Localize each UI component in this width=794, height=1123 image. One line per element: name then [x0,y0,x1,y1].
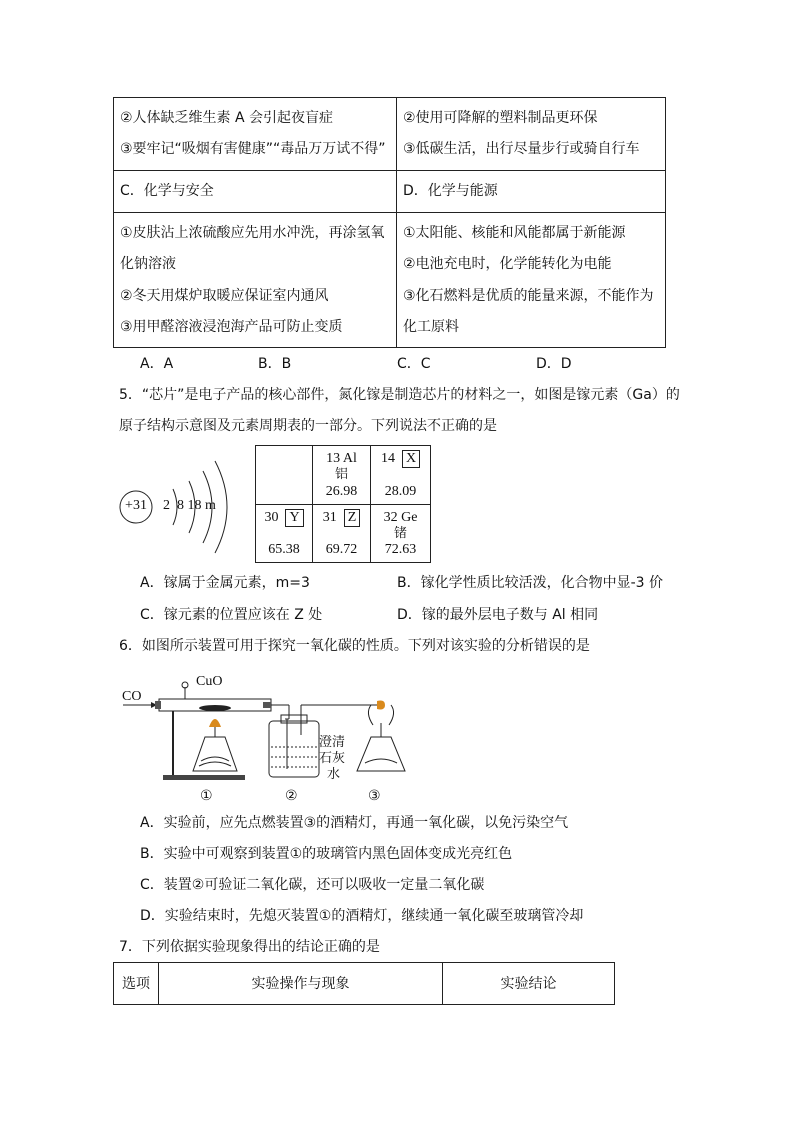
pt-z-cell-top [313,509,370,527]
q7-header-operation: 实验操作与现象 [251,976,350,992]
limewater-label [319,735,345,783]
pt-y-mass: 65.38 [268,542,300,557]
cuo-label: CuO [196,674,223,689]
q4-b-item-3: ③要牢记“吸烟有害健康”“毒品万万试不得” [120,141,386,157]
pt-al-name: 铝 [334,467,348,482]
q5-option-b[interactable]: B．镓化学性质比较活泼，化合物中显-3 价 [397,575,664,591]
q7-stem: 7．下列依据实验现象得出的结论正确的是 [119,939,380,955]
atom-shell-electrons: 2 8 18 m [163,498,216,513]
apparatus-label-1: ① [200,788,213,804]
q5-option-c[interactable]: C．镓元素的位置应该在 Z 处 [140,607,323,623]
pt-x-symbol-box: X [402,450,420,468]
q4-option-d[interactable]: D．D [536,356,572,372]
pt-ge-name: 锗 [393,526,407,541]
pt-y-num: 30 [264,510,279,525]
pt-z-symbol-box: Z [344,509,361,527]
apparatus-drawing [115,665,415,805]
pt-z-num: 31 [322,510,337,525]
pt-x-mass: 28.09 [384,484,417,499]
q4-d-item-3b: 化工原料 [403,319,459,335]
q4-c-heading: C．化学与安全 [120,183,214,199]
limewater-label-line1: 澄清 [319,735,346,750]
apparatus-label-3: ③ [368,788,381,804]
q7-header-option: 选项 [122,976,150,992]
pt-y-symbol-box: Y [285,509,303,527]
pt-y-cell-top [256,509,312,527]
q4-c-item-2: ②冬天用煤炉取暖应保证室内通风 [120,288,329,304]
pt-x-cell-top [371,450,430,468]
pt-al-mass: 26.98 [325,484,358,499]
q5-stem-line2: 原子结构示意图及元素周期表的一部分。下列说法不正确的是 [119,418,497,434]
limewater-label-line3: 水 [327,767,341,782]
q7-header-conclusion: 实验结论 [500,976,557,992]
q4-c-item-1a: ①皮肤沾上浓硫酸应先用水冲洗，再涂氢氧 [120,225,385,241]
q4-d-heading: D．化学与能源 [403,183,498,199]
atom-nucleus-charge: +31 [125,498,147,513]
pt-ge-mass: 72.63 [384,542,417,557]
q4-c-item-3: ③用甲醛溶液浸泡海产品可防止变质 [120,319,343,335]
q4-option-a[interactable]: A．A [140,356,174,372]
co-label: CO [122,689,142,704]
q4-c-item-1b: 化钠溶液 [120,256,176,272]
q4-d-item-1: ①太阳能、核能和风能都属于新能源 [403,225,626,241]
q5-stem-line1: 5．“芯片”是电子产品的核心部件，氮化镓是制造芯片的材料之一，如图是镓元素（Ga）的 [119,387,680,403]
q6-option-a[interactable]: A．实验前，应先点燃装置③的酒精灯，再通一氧化碳，以免污染空气 [140,815,569,831]
q4-option-b[interactable]: B．B [258,356,292,372]
q6-stem: 6．如图所示装置可用于探究一氧化碳的性质。下列对该实验的分析错误的是 [119,638,590,654]
pt-z-mass: 69.72 [325,542,358,557]
q6-option-d[interactable]: D．实验结束时，先熄灭装置①的酒精灯，继续通一氧化碳至玻璃管冷却 [140,908,584,924]
q4-option-c[interactable]: C．C [397,356,431,372]
q4-d-item-2: ②电池充电时，化学能转化为电能 [403,256,612,272]
q4-b2-item-2: ②使用可降解的塑料制品更环保 [403,110,598,126]
q6-option-c[interactable]: C．装置②可验证二氧化碳，还可以吸收一定量二氧化碳 [140,877,485,893]
pt-x-num: 14 [380,451,395,466]
q5-option-a[interactable]: A．镓属于金属元素，m=3 [140,575,310,591]
pt-al-num-symbol: 13 Al [326,451,357,466]
q4-d-item-3a: ③化石燃料是优质的能量来源，不能作为 [403,288,654,304]
q4-b-item-2: ②人体缺乏维生素 A 会引起夜盲症 [120,110,334,126]
pt-ge-num-symbol: 32 Ge [383,510,418,525]
q4-b2-item-3: ③低碳生活，出行尽量步行或骑自行车 [403,141,640,157]
limewater-label-line2: 石灰 [319,751,346,766]
q6-option-b[interactable]: B．实验中可观察到装置①的玻璃管内黑色固体变成光亮红色 [140,846,513,862]
apparatus-label-2: ② [285,788,298,804]
q5-option-d[interactable]: D．镓的最外层电子数与 Al 相同 [397,607,599,623]
